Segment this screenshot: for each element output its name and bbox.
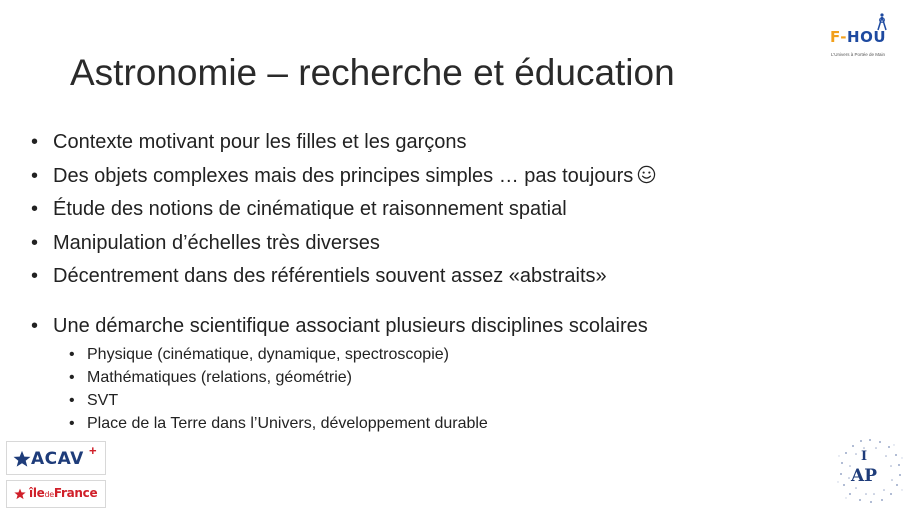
sub-bullet-item: • SVT xyxy=(68,389,656,412)
sub-bullet-item: • Mathématiques (relations, géométrie) xyxy=(68,366,656,389)
iap-letter-i: I xyxy=(861,449,868,464)
acav-wordmark: ACAV xyxy=(31,449,84,469)
bullet-item: • Décentrement dans des référentiels souvent assez «abstraits» xyxy=(30,260,656,294)
iap-logo xyxy=(836,436,904,506)
sub-bullet-list xyxy=(68,343,656,435)
bullet-list xyxy=(30,126,656,435)
iledefrance-logo xyxy=(6,480,106,508)
iledefrance-wordmark: îledeFrance xyxy=(29,486,98,500)
region-star-icon xyxy=(14,488,26,500)
acav-plus: + xyxy=(89,443,97,458)
bullet-item: • Une démarche scientifique associant plusieurs disciplines scolaires • Physique (cinématique, dynamique, spectroscopie) • Mathématiques (relations, géométrie) • SVT • Place de la Terre dans l’Univers, développement durable xyxy=(30,310,656,436)
slide-title: Astronomie – recherche et éducation xyxy=(70,52,675,93)
sub-bullet-item: • Place de la Terre dans l’Univers, développement durable xyxy=(68,412,656,435)
fhou-logo xyxy=(830,10,902,60)
sub-bullet-item: • Physique (cinématique, dynamique, spectroscopie) xyxy=(68,343,656,366)
fhou-tagline: L’Univers à Portée de Main xyxy=(831,52,886,57)
acav-logo xyxy=(6,441,106,475)
bullet-item: • Étude des notions de cinématique et raisonnement spatial xyxy=(30,193,656,227)
star-icon xyxy=(13,450,31,468)
smiley-icon xyxy=(637,165,656,184)
iap-letters-ap: AP xyxy=(851,466,877,486)
bullet-item: • Des objets complexes mais des principes simples … pas toujours xyxy=(30,160,656,194)
fhou-wordmark: F-HOU xyxy=(830,28,887,46)
bullet-item: • Contexte motivant pour les filles et les garçons xyxy=(30,126,656,160)
bullet-item: • Manipulation d’échelles très diverses xyxy=(30,227,656,261)
